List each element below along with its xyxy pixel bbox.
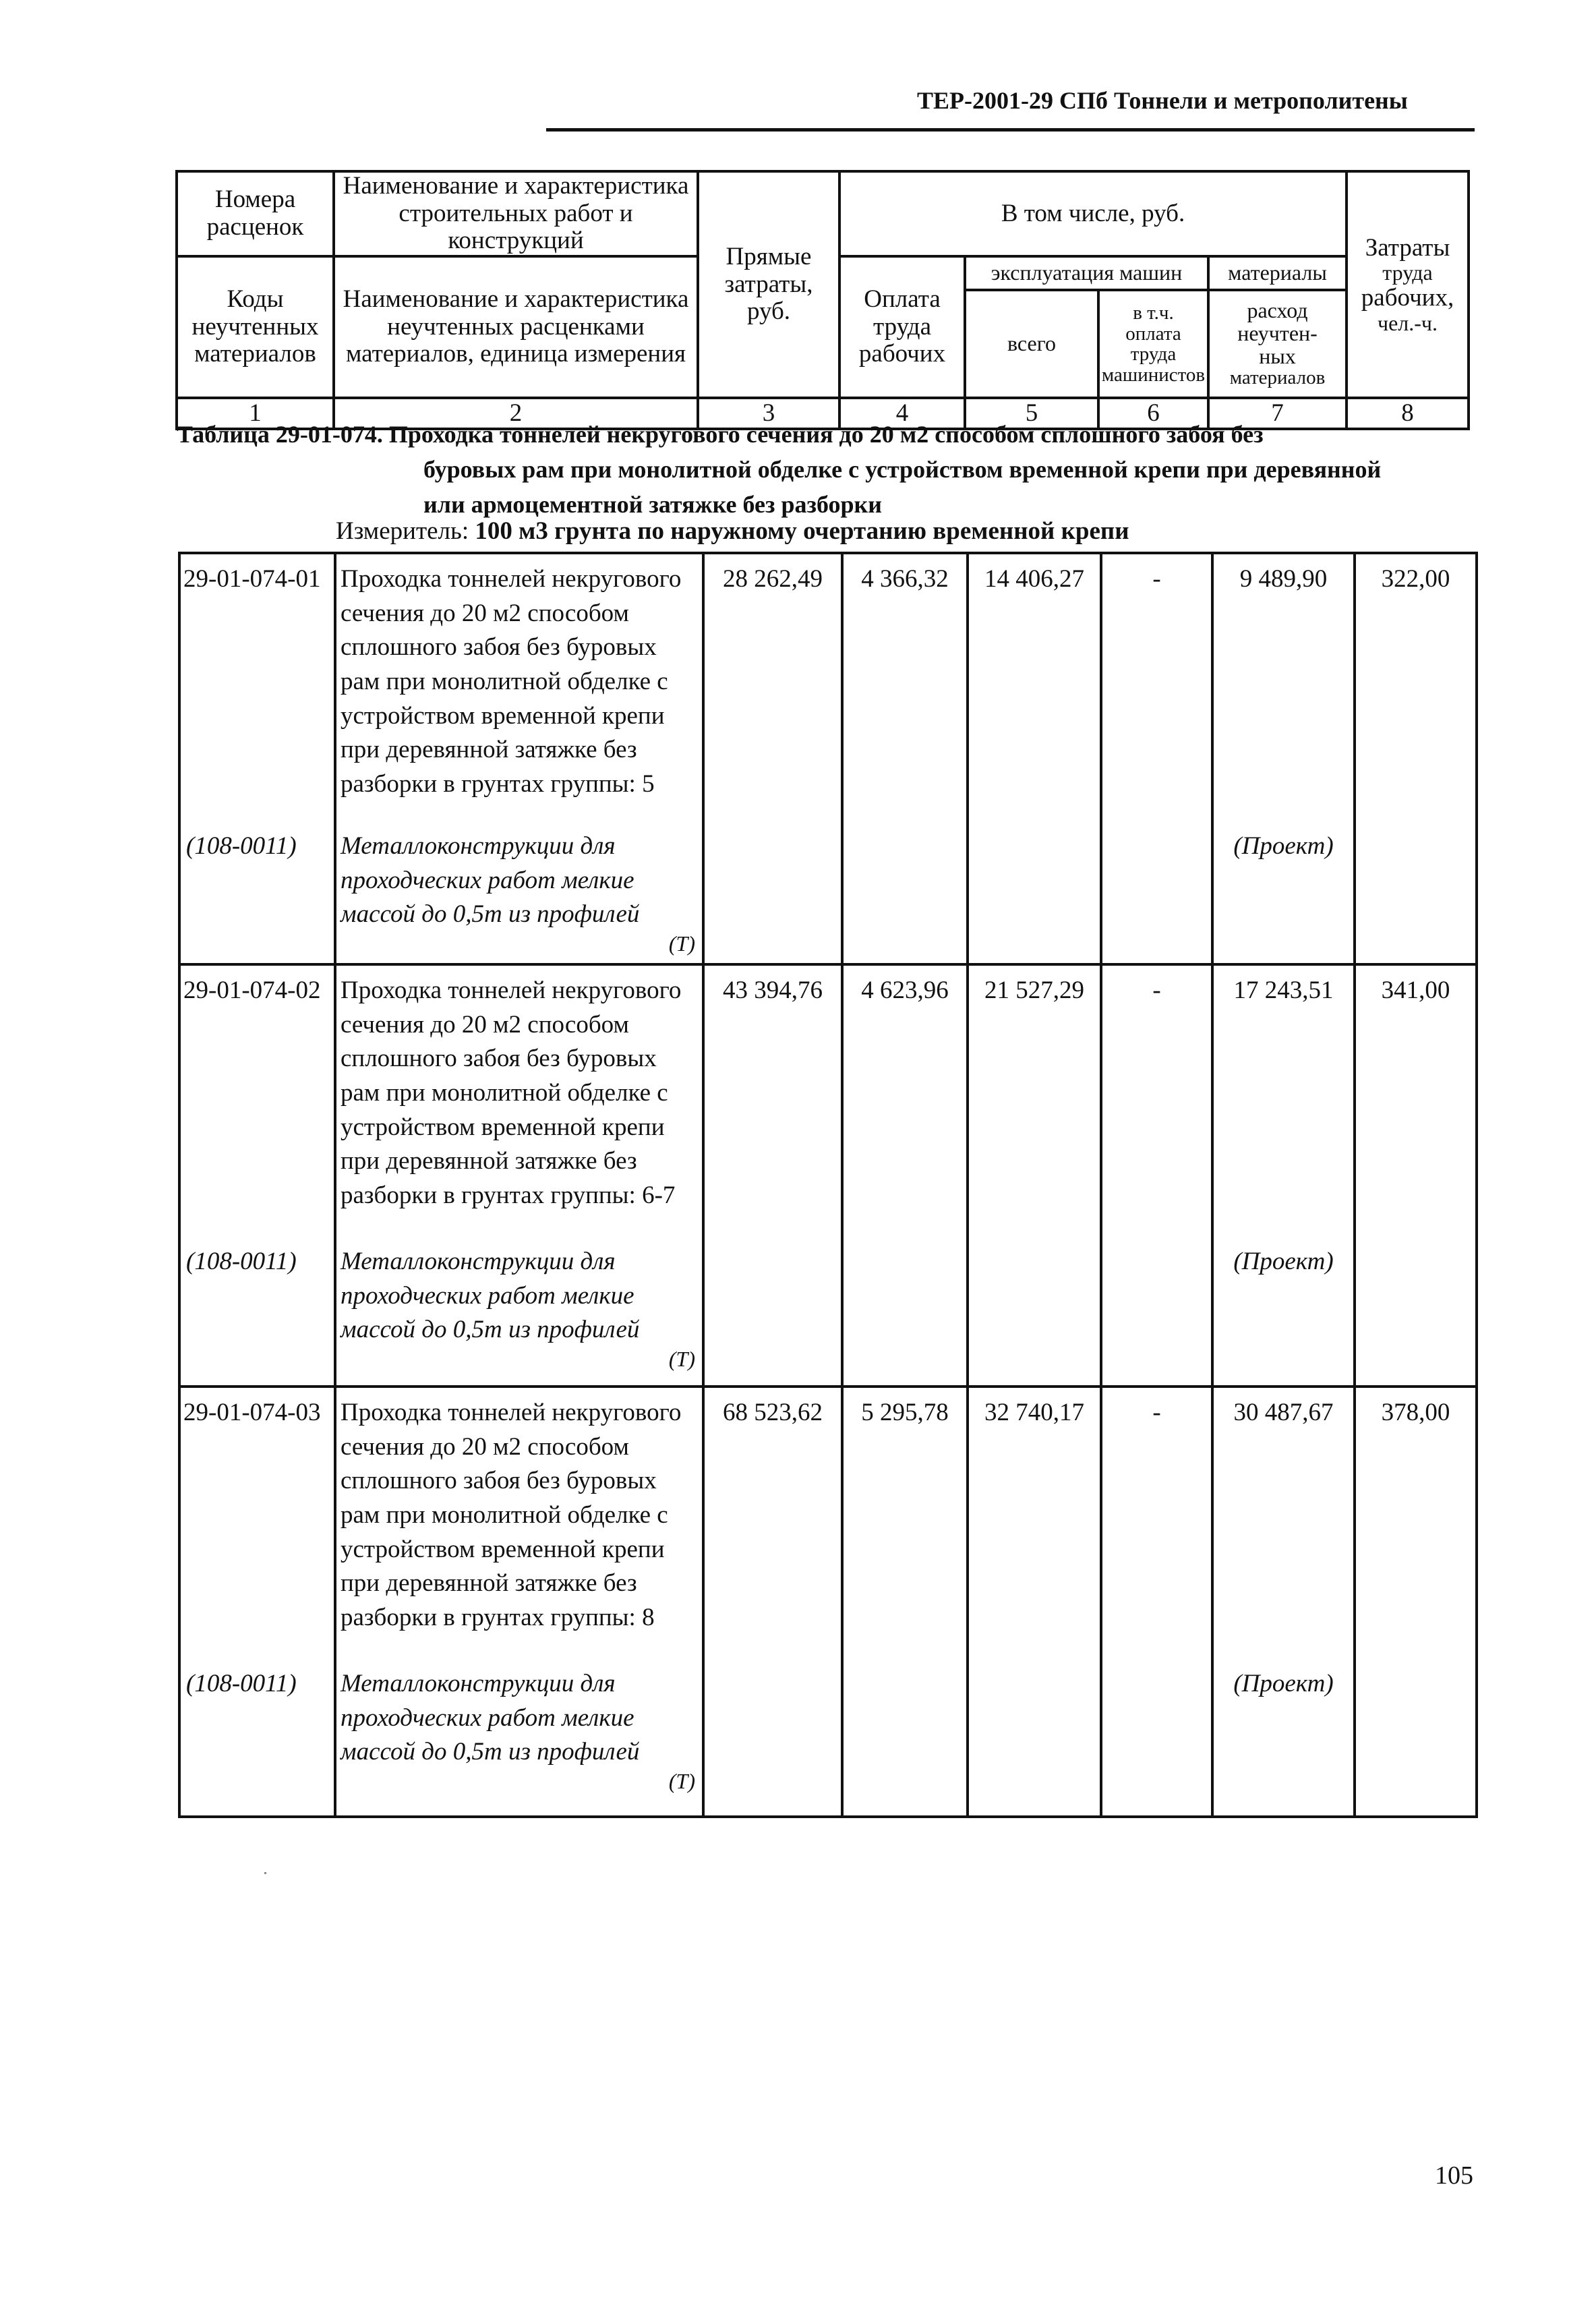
material-code: (108-0011) bbox=[179, 829, 335, 964]
header-machines-total: всего bbox=[965, 290, 1098, 398]
rate-code: 29-01-074-02 bbox=[179, 964, 335, 1245]
machines-total: 32 740,17 bbox=[968, 1387, 1101, 1667]
scan-speck bbox=[264, 1872, 266, 1874]
material-row bbox=[179, 1245, 1477, 1387]
material-project: (Проект) bbox=[1212, 829, 1355, 964]
header-rule bbox=[546, 128, 1475, 132]
material-name: Металлоконструкции для проходческих работ мелкие массой до 0,5т из профилей (Т) bbox=[335, 1245, 703, 1387]
header-col2-top: Наименование и характеристика строительных работ и конструкций bbox=[334, 171, 698, 256]
table-row bbox=[179, 964, 1477, 1245]
header-materials: материалы bbox=[1208, 256, 1347, 290]
header-col2-bottom: Наименование и характеристика неучтенных расценками материалов, единица измерения bbox=[334, 256, 698, 398]
direct-costs: 68 523,62 bbox=[703, 1387, 842, 1667]
material-project: (Проект) bbox=[1212, 1667, 1355, 1817]
rates-table bbox=[178, 552, 1478, 1818]
measure-unit: Измеритель: 100 м3 грунта по наружному очертанию временной крепи bbox=[336, 517, 1129, 545]
rate-name: Проходка тоннелей некругового сечения до 20 м2 способом сплошного забоя без буровых рам при монолитной обделке с устройством временной крепи при деревянной затяжке без разборки в грунтах группы: 5 bbox=[335, 553, 703, 829]
header-num-7: 7 bbox=[1208, 398, 1347, 429]
table-row bbox=[179, 1387, 1477, 1667]
material-code: (108-0011) bbox=[179, 1667, 335, 1817]
rate-code: 29-01-074-03 bbox=[179, 1387, 335, 1667]
table-title: Таблица 29-01-074. Проходка тоннелей некругового сечения до 20 м2 способом сплошного забоя без буровых рам при монолитной обделке с устройством временной крепи при деревянной или армоцементной затяжке без разборки bbox=[177, 421, 1382, 519]
operator-pay: - bbox=[1101, 1387, 1212, 1667]
column-header-table bbox=[175, 170, 1470, 430]
header-worker-pay: Оплата труда рабочих bbox=[839, 256, 965, 398]
direct-costs: 43 394,76 bbox=[703, 964, 842, 1245]
rate-code: 29-01-074-01 bbox=[179, 553, 335, 829]
header-labor-hours: Затраты труда рабочих, чел.-ч. bbox=[1347, 171, 1469, 398]
document-header: ТЕР-2001-29 СПб Тоннели и метрополитены bbox=[917, 87, 1408, 114]
material-name: Металлоконструкции для проходческих работ мелкие массой до 0,5т из профилей (Т) bbox=[335, 1667, 703, 1817]
material-unit: (Т) bbox=[668, 1347, 695, 1372]
header-num-2: 2 bbox=[334, 398, 698, 429]
header-num-1: 1 bbox=[177, 398, 334, 429]
header-group: В том числе, руб. bbox=[839, 171, 1347, 256]
header-col1-top: Номера расценок bbox=[177, 171, 334, 256]
labor-hours: 322,00 bbox=[1355, 553, 1477, 829]
header-unaccounted-materials: расход неучтен- ных материалов bbox=[1208, 290, 1347, 398]
material-row bbox=[179, 1667, 1477, 1817]
rate-name: Проходка тоннелей некругового сечения до 20 м2 способом сплошного забоя без буровых рам при монолитной обделке с устройством временной крепи при деревянной затяжке без разборки в грунтах группы: 8 bbox=[335, 1387, 703, 1667]
labor-hours: 378,00 bbox=[1355, 1387, 1477, 1667]
labor-hours: 341,00 bbox=[1355, 964, 1477, 1245]
header-operator-pay: в т.ч. оплата труда машинистов bbox=[1098, 290, 1208, 398]
materials-cost: 17 243,51 bbox=[1212, 964, 1355, 1245]
material-name: Металлоконструкции для проходческих работ мелкие массой до 0,5т из профилей (Т) bbox=[335, 829, 703, 964]
header-num-6: 6 bbox=[1098, 398, 1208, 429]
header-col1-bottom: Коды неучтенных материалов bbox=[177, 256, 334, 398]
header-direct-costs: Прямые затраты, руб. bbox=[698, 171, 839, 398]
materials-cost: 9 489,90 bbox=[1212, 553, 1355, 829]
worker-pay: 4 366,32 bbox=[842, 553, 968, 829]
material-project: (Проект) bbox=[1212, 1245, 1355, 1387]
material-unit: (Т) bbox=[668, 931, 695, 956]
machines-total: 14 406,27 bbox=[968, 553, 1101, 829]
worker-pay: 4 623,96 bbox=[842, 964, 968, 1245]
header-num-4: 4 bbox=[839, 398, 965, 429]
header-num-5: 5 bbox=[965, 398, 1098, 429]
direct-costs: 28 262,49 bbox=[703, 553, 842, 829]
table-row bbox=[179, 553, 1477, 829]
header-num-8: 8 bbox=[1347, 398, 1469, 429]
page-number: 105 bbox=[1435, 2161, 1473, 2190]
materials-cost: 30 487,67 bbox=[1212, 1387, 1355, 1667]
header-machines: эксплуатация машин bbox=[965, 256, 1208, 290]
worker-pay: 5 295,78 bbox=[842, 1387, 968, 1667]
header-num-3: 3 bbox=[698, 398, 839, 429]
material-code: (108-0011) bbox=[179, 1245, 335, 1387]
rate-name: Проходка тоннелей некругового сечения до 20 м2 способом сплошного забоя без буровых рам при монолитной обделке с устройством временной крепи при деревянной затяжке без разборки в грунтах группы: 6-7 bbox=[335, 964, 703, 1245]
operator-pay: - bbox=[1101, 964, 1212, 1245]
machines-total: 21 527,29 bbox=[968, 964, 1101, 1245]
operator-pay: - bbox=[1101, 553, 1212, 829]
material-unit: (Т) bbox=[668, 1769, 695, 1794]
material-row bbox=[179, 829, 1477, 964]
